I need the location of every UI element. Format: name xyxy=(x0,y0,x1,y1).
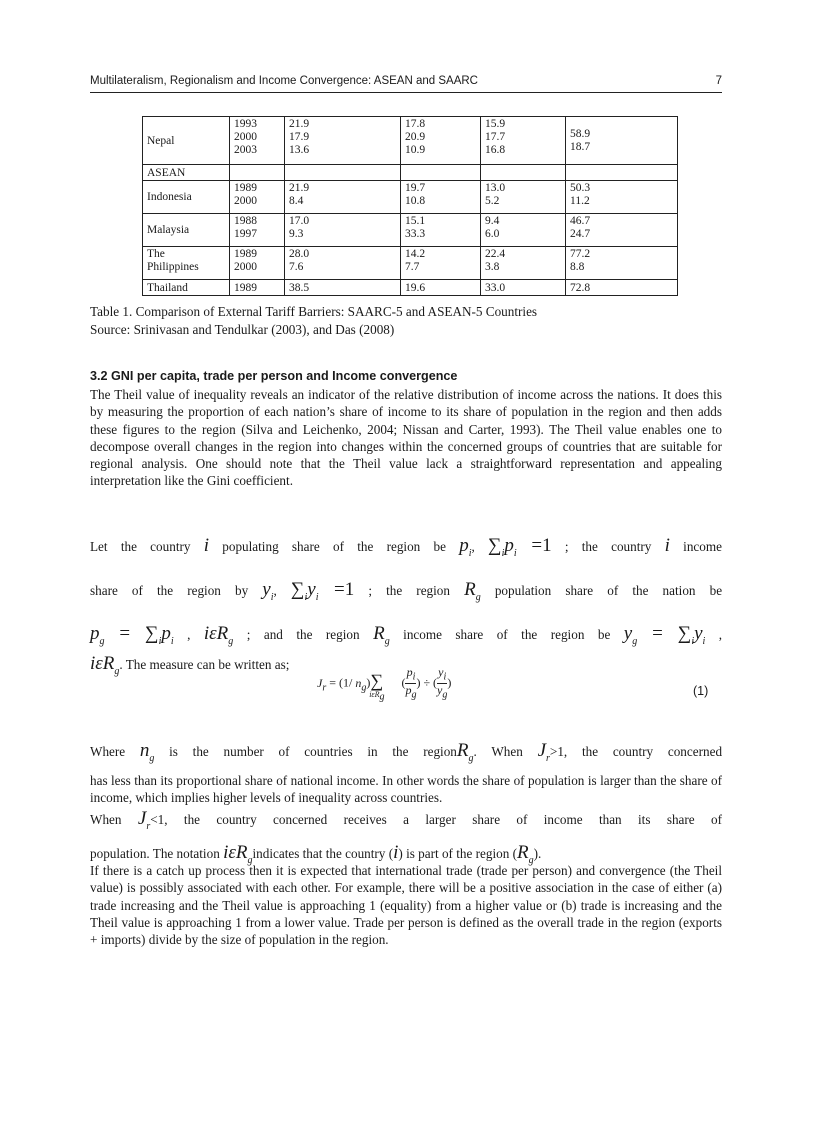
caption-source: Source: Srinivasan and Tendulkar (2003), and Das (2008) xyxy=(90,322,395,337)
caption-title: Table 1. Comparison of External Tariff Barriers: SAARC-5 and ASEAN-5 Countries xyxy=(90,304,538,319)
group-label-cell: ASEAN xyxy=(143,165,230,181)
country-cell: Indonesia xyxy=(143,181,230,214)
table-row: Thailand 1989 38.5 19.6 33.0 72.8 xyxy=(143,280,678,296)
table-row: The Philippines 1989 2000 28.0 7.6 14.2 7.7 22.4 3.8 77.2 8.8 xyxy=(143,247,678,280)
equation-number: (1) xyxy=(693,684,709,698)
country-cell: Nepal xyxy=(143,117,230,165)
country-cell: The Philippines xyxy=(143,247,230,280)
running-header xyxy=(90,72,722,93)
tariff-table xyxy=(142,116,678,296)
table-caption xyxy=(90,303,537,339)
country-cell: Thailand xyxy=(143,280,230,296)
value-cell: 17.8 20.9 10.9 xyxy=(401,117,481,165)
value-cell: 15.9 17.7 16.8 xyxy=(481,117,566,165)
country-cell: Malaysia xyxy=(143,214,230,247)
paragraph-theil-intro: The Theil value of inequality reveals an indicator of the relative distribution of income across the nations. It does this by measuring the proportion of each nation’s share of income to its share of population in the region and then adds these figures to the region (Silva and Leichenko, 2004; Nissan and Carter, 1993). The Theil value enables one to decompose overall changes in the region into changes within the concerned groups of countries that are suitable for regional analysis. One should note that the Theil value lack a straightforward representation and appealing interpretation like the Gini coefficient. xyxy=(90,387,722,489)
table-row: Malaysia 1988 1997 17.0 9.3 15.1 33.3 9.4 6.0 46.7 24.7 xyxy=(143,214,678,247)
page-number: 7 xyxy=(715,75,722,87)
value-cell: 21.9 17.9 13.6 xyxy=(285,117,401,165)
equation-theil: $J_r = (1/$ $n_g)\sum_{i\varepsilon R_g}$ ( $\frac{p_i}{p_g}$ ) ÷ ( $\frac{y_i}{y_g}$ ) xyxy=(317,665,452,703)
running-title: Multilateralism, Regionalism and Income Convergence: ASEAN and SAARC xyxy=(90,75,478,87)
section-heading: 3.2 GNI per capita, trade per person and Income convergence xyxy=(90,369,458,383)
table-row xyxy=(143,165,678,181)
years-cell: 1993 2000 2003 xyxy=(230,117,285,165)
paragraph-interpretation: Where $n_g$ is the number of countries in the regionR$_g$. When $J_r>1$, the country concerned has less than its proportional share of national income. In other words the share of population is larger than the share of income, which implies higher levels of inequality across countries. When $J_r<1$, the country concerned receives a larger share of income than its share of population. The notation iεR$_g$indicates that the country (i) is part of the region $(R_g)$. xyxy=(90,740,723,866)
table-row xyxy=(143,117,678,165)
paragraph-catch-up: If there is a catch up process then it is expected that international trade (trade per person) and convergence (the Theil value) is possibly associated with each other. For example, there will be a positive association in the case of either (a) trade increasing and the Theil value is approaching 1 (equality) from a higher value or (b) trade is increasing and the Theil value is approaching 1 from a lower value. Trade per person is defined as the overall trade in the region (exports + imports) divide by the size of population in the region. xyxy=(90,863,722,948)
paragraph-definitions: Let the country i populating share of the region be $p_i$, $\sum_ip_i =1$ ; the country i income share of the region by $y_i$, $\sum_iy_i =1$ ; the region $R_g$ population share of the nation be $p_g = \sum_ip_i$ , iεR$_g$ ; and the region $R_g$ income share of the region be $y_g = \sum_iy_i$ , iεR$_g$. The measure can be written as; xyxy=(90,535,723,678)
table-row: Indonesia 1989 2000 21.9 8.4 19.7 10.8 13.0 5.2 50.3 11.2 xyxy=(143,181,678,214)
value-cell: 58.9 18.7 xyxy=(566,117,678,165)
